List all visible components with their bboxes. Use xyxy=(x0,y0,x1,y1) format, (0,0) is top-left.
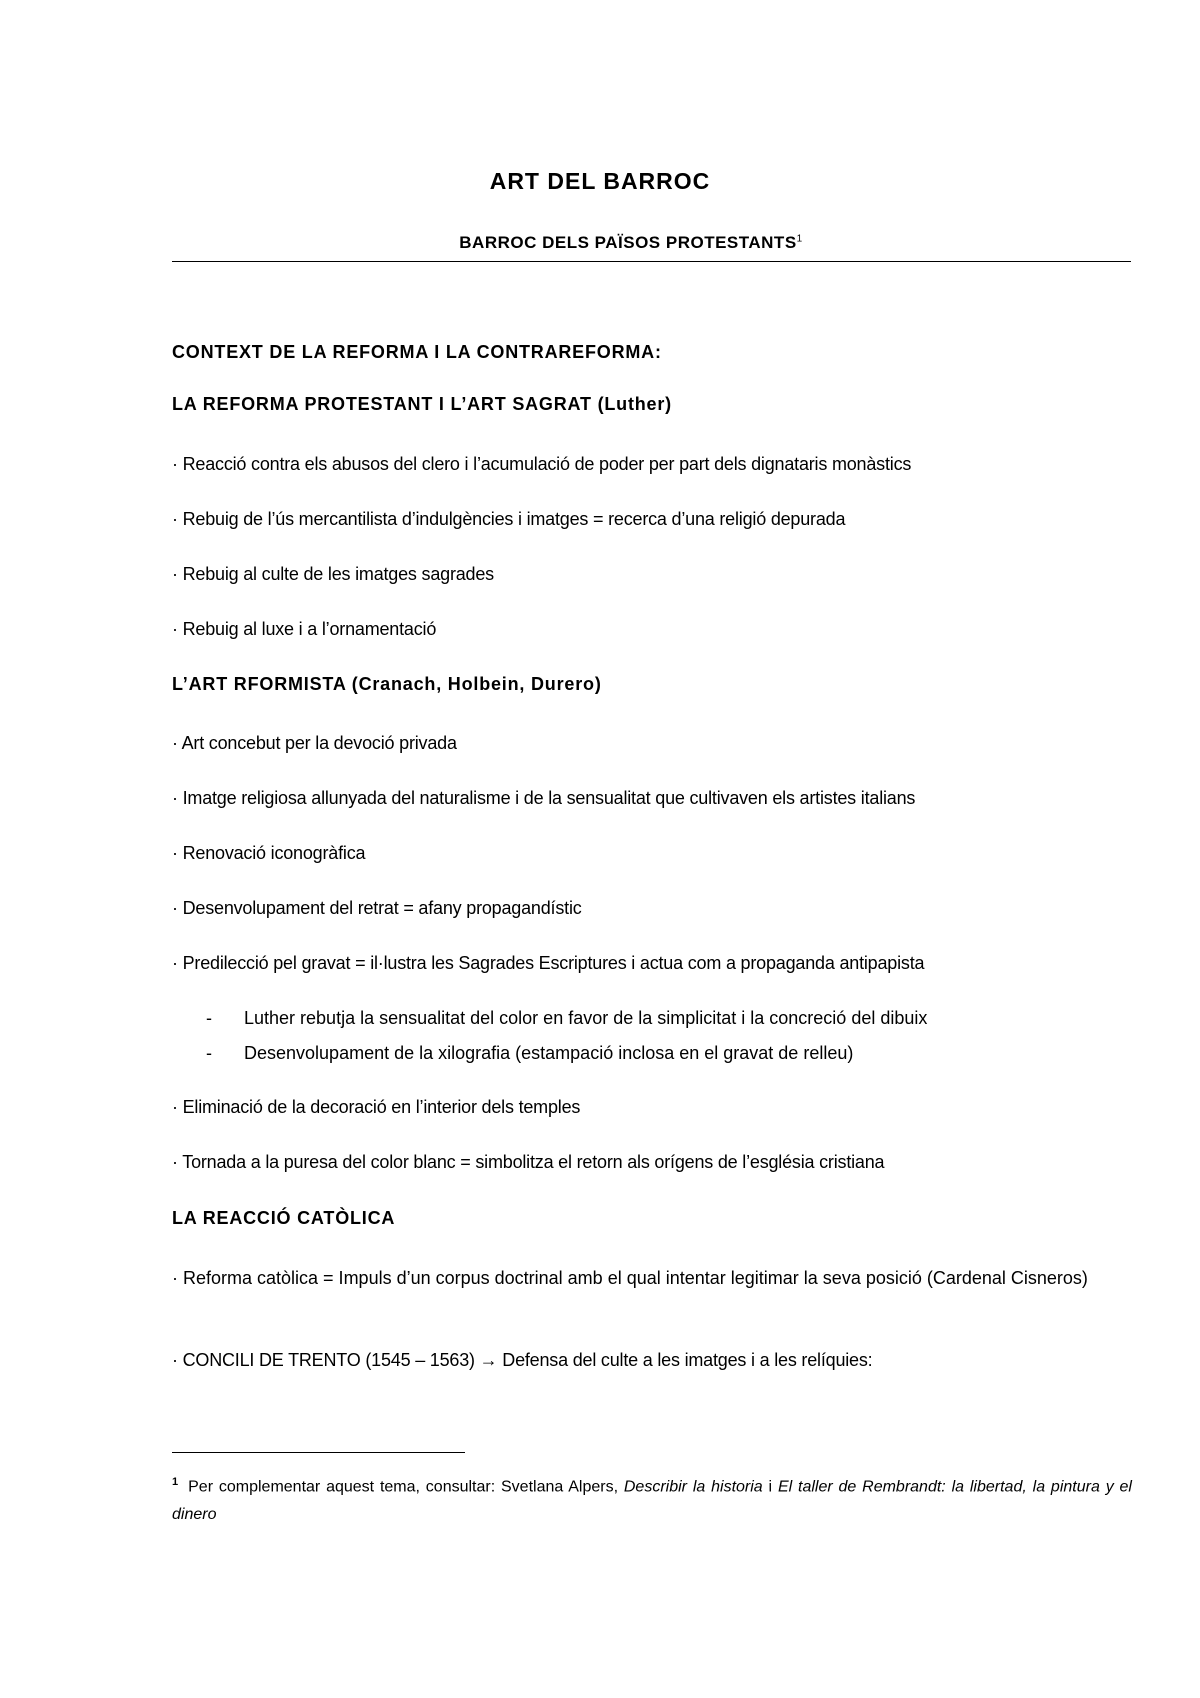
footnote-divider xyxy=(172,1452,465,1453)
list-item: · Predilecció pel gravat = il·lustra les Sagrades Escriptures i actua com a propaganda antipapista xyxy=(172,953,925,973)
sub-list-item xyxy=(206,1043,853,1064)
document-title: ART DEL BARROC xyxy=(489,168,711,194)
dash-marker: - xyxy=(206,1043,212,1063)
subtitle-text: BARROC DELS PAÏSOS PROTESTANTS xyxy=(459,233,797,252)
subtitle-footnote-ref[interactable]: 1 xyxy=(796,233,803,245)
sub-list-item-text: Desenvolupament de la xilografia (estampació inclosa en el gravat de relleu) xyxy=(244,1043,854,1063)
title-divider xyxy=(172,261,1131,262)
list-item: · Eliminació de la decoració en l’interior dels temples xyxy=(172,1097,581,1117)
footnote-text: Per complementar aquest tema, consultar: Svetlana Alpers, xyxy=(188,1478,624,1496)
reforma-heading: LA REFORMA PROTESTANT I L’ART SAGRAT (Luther) xyxy=(172,394,672,414)
footnote-mark: 1 xyxy=(172,1476,179,1488)
trento-suffix: Defensa del culte a les imatges i a les relíquies: xyxy=(497,1350,873,1370)
list-item: · Renovació iconogràfica xyxy=(172,843,366,863)
list-item: · Tornada a la puresa del color blanc = simbolitza el retorn als orígens de l’església cristiana xyxy=(172,1152,885,1172)
document-subtitle xyxy=(172,233,1090,253)
footnote-title-2: El taller de Rembrandt: la libertad, la pintura y el dinero xyxy=(172,1478,1132,1524)
list-item: · Rebuig de l’ús mercantilista d’indulgències i imatges = recerca d’una religió depurada xyxy=(172,509,846,529)
catolica-paragraph: · Reforma catòlica = Impuls d’un corpus doctrinal amb el qual intentar legitimar la seva posició (Cardenal Cisneros) xyxy=(172,1268,1088,1288)
list-item: · Art concebut per la devoció privada xyxy=(172,733,457,753)
list-item: · Desenvolupament del retrat = afany propagandístic xyxy=(172,898,582,918)
context-heading: CONTEXT DE LA REFORMA I LA CONTRAREFORMA: xyxy=(172,342,662,362)
sub-list-item xyxy=(206,1008,927,1029)
list-item: · Reacció contra els abusos del clero i l’acumulació de poder per part dels dignataris monàstics xyxy=(172,454,912,474)
footnote-title-1: Describir la historia xyxy=(623,1478,763,1496)
reformista-heading: L’ART RFORMISTA (Cranach, Holbein, Durero) xyxy=(172,674,602,694)
arrow-right-icon: → xyxy=(479,1350,498,1370)
list-item: · Rebuig al culte de les imatges sagrades xyxy=(172,564,494,584)
trento-line xyxy=(172,1350,872,1371)
trento-prefix: · CONCILI DE TRENTO (1545 – 1563) xyxy=(172,1350,480,1370)
sub-list-item-text: Luther rebutja la sensualitat del color en favor de la simplicitat i la concreció del dibuix xyxy=(244,1008,928,1028)
list-item: · Imatge religiosa allunyada del naturalisme i de la sensualitat que cultivaven els artistes italians xyxy=(172,788,916,808)
list-item: · Rebuig al luxe i a l’ornamentació xyxy=(172,619,437,639)
footnote-text-mid: i xyxy=(762,1478,778,1496)
footnote xyxy=(172,1468,1132,1529)
catolica-heading: LA REACCIÓ CATÒLICA xyxy=(172,1208,396,1228)
dash-marker: - xyxy=(206,1008,212,1028)
